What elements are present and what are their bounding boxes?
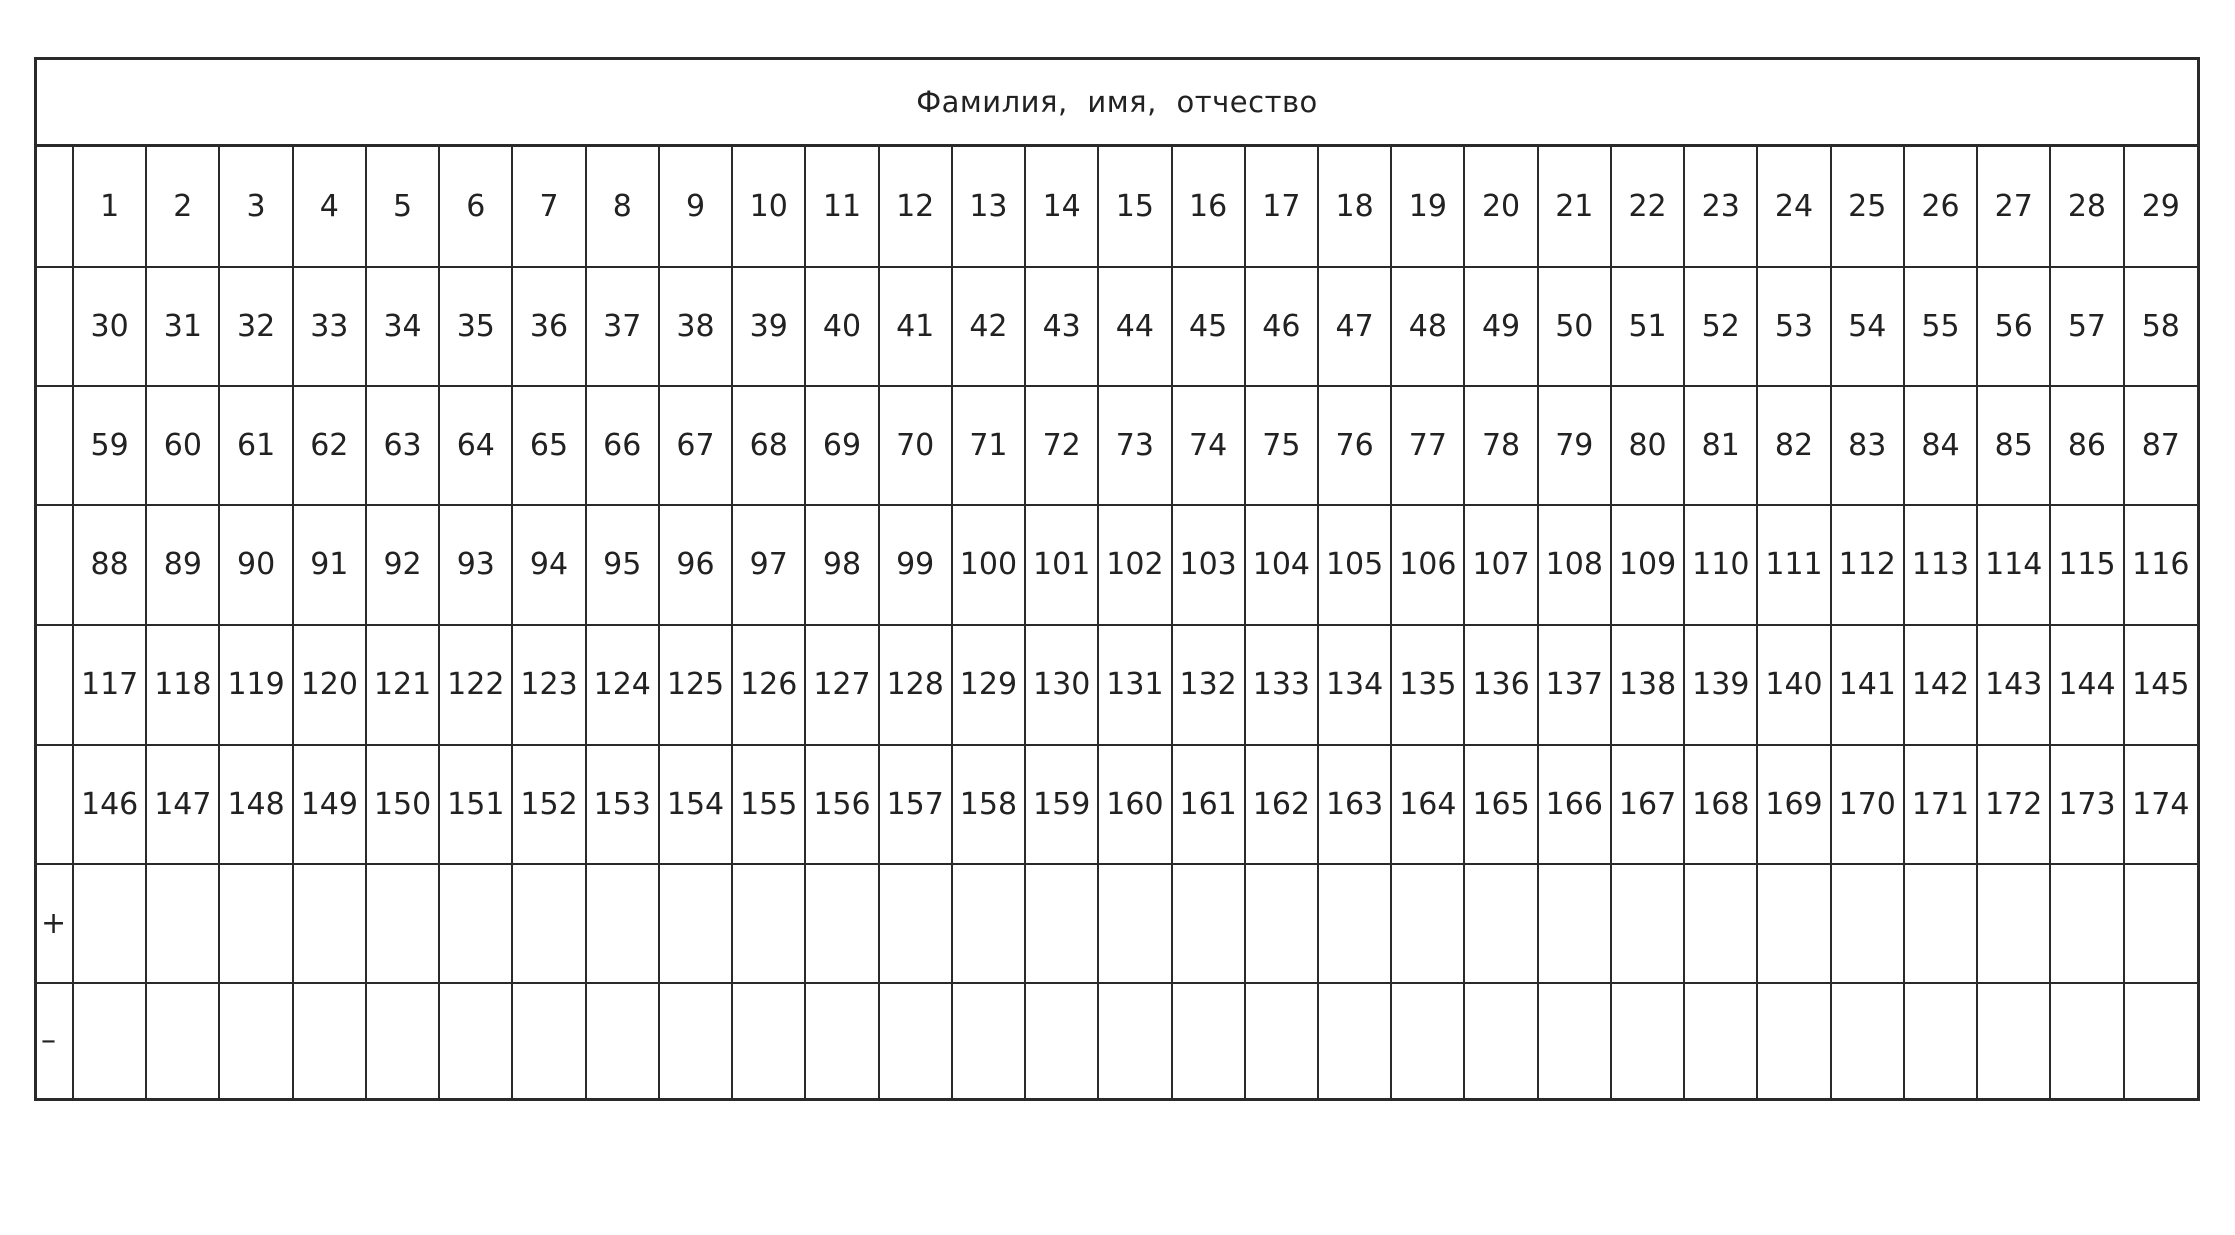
answer-cell[interactable] xyxy=(1831,983,1904,1098)
question-number-cell: 13 xyxy=(952,147,1025,267)
answer-cell[interactable] xyxy=(73,983,146,1098)
question-number-cell: 41 xyxy=(879,267,952,386)
answer-cell[interactable] xyxy=(2050,864,2123,983)
question-number-row xyxy=(37,625,2197,745)
answer-cell[interactable] xyxy=(1977,864,2050,983)
question-number-cell: 126 xyxy=(732,625,805,745)
question-number-cell: 160 xyxy=(1098,745,1171,864)
question-number-cell: 40 xyxy=(805,267,878,386)
question-number-cell: 25 xyxy=(1831,147,1904,267)
answer-cell[interactable] xyxy=(879,864,952,983)
question-number-cell: 154 xyxy=(659,745,732,864)
question-number-cell: 86 xyxy=(2050,386,2123,505)
answer-sheet-form xyxy=(34,57,2200,1101)
answer-cell[interactable] xyxy=(2124,983,2197,1098)
answer-cell[interactable] xyxy=(219,864,292,983)
question-number-cell: 163 xyxy=(1318,745,1391,864)
question-number-cell: 111 xyxy=(1757,505,1830,625)
question-number-cell: 61 xyxy=(219,386,292,505)
answer-cell[interactable] xyxy=(512,983,585,1098)
question-number-cell: 148 xyxy=(219,745,292,864)
question-number-cell: 5 xyxy=(366,147,439,267)
question-number-cell: 170 xyxy=(1831,745,1904,864)
question-number-cell: 8 xyxy=(586,147,659,267)
question-number-cell: 44 xyxy=(1098,267,1171,386)
question-number-cell: 127 xyxy=(805,625,878,745)
question-number-cell: 3 xyxy=(219,147,292,267)
question-number-cell: 47 xyxy=(1318,267,1391,386)
question-number-cell: 57 xyxy=(2050,267,2123,386)
question-number-cell: 51 xyxy=(1611,267,1684,386)
question-number-cell: 124 xyxy=(586,625,659,745)
question-number-cell: 15 xyxy=(1098,147,1171,267)
question-number-cell: 82 xyxy=(1757,386,1830,505)
question-number-cell: 133 xyxy=(1245,625,1318,745)
question-number-cell: 37 xyxy=(586,267,659,386)
question-number-cell: 153 xyxy=(586,745,659,864)
question-number-cell: 7 xyxy=(512,147,585,267)
question-number-cell: 24 xyxy=(1757,147,1830,267)
question-number-cell: 139 xyxy=(1684,625,1757,745)
answer-cell[interactable] xyxy=(1172,864,1245,983)
answer-cell[interactable] xyxy=(1391,864,1464,983)
question-number-cell: 129 xyxy=(952,625,1025,745)
question-number-cell: 17 xyxy=(1245,147,1318,267)
question-number-cell: 105 xyxy=(1318,505,1391,625)
question-number-cell: 66 xyxy=(586,386,659,505)
question-number-cell: 135 xyxy=(1391,625,1464,745)
question-number-row xyxy=(37,745,2197,864)
question-number-cell: 128 xyxy=(879,625,952,745)
question-number-cell: 83 xyxy=(1831,386,1904,505)
answer-cell[interactable] xyxy=(1904,864,1977,983)
question-number-cell: 130 xyxy=(1025,625,1098,745)
question-number-cell: 60 xyxy=(146,386,219,505)
question-number-cell: 12 xyxy=(879,147,952,267)
question-number-row xyxy=(37,147,2197,267)
question-number-cell: 88 xyxy=(73,505,146,625)
question-number-cell: 152 xyxy=(512,745,585,864)
question-number-cell: 89 xyxy=(146,505,219,625)
question-number-cell: 149 xyxy=(293,745,366,864)
question-number-cell: 92 xyxy=(366,505,439,625)
question-number-cell: 123 xyxy=(512,625,585,745)
answer-cell[interactable] xyxy=(1464,983,1537,1098)
question-number-cell: 78 xyxy=(1464,386,1537,505)
name-header-label: Фамилия, имя, отчество xyxy=(916,85,1318,119)
question-number-cell: 146 xyxy=(73,745,146,864)
question-number-cell: 4 xyxy=(293,147,366,267)
question-number-cell: 157 xyxy=(879,745,952,864)
answer-cell[interactable] xyxy=(805,864,878,983)
answer-cell[interactable] xyxy=(439,983,512,1098)
question-number-cell: 43 xyxy=(1025,267,1098,386)
answer-cell[interactable] xyxy=(293,983,366,1098)
question-number-cell: 84 xyxy=(1904,386,1977,505)
question-number-cell: 50 xyxy=(1538,267,1611,386)
answer-cell[interactable] xyxy=(732,864,805,983)
question-number-cell: 145 xyxy=(2124,625,2197,745)
question-number-cell: 76 xyxy=(1318,386,1391,505)
row-margin-cell xyxy=(37,147,73,267)
question-number-cell: 38 xyxy=(659,267,732,386)
answer-cell[interactable] xyxy=(952,864,1025,983)
question-number-cell: 6 xyxy=(439,147,512,267)
answer-cell[interactable] xyxy=(1025,864,1098,983)
answer-cell[interactable] xyxy=(586,864,659,983)
question-number-cell: 142 xyxy=(1904,625,1977,745)
answer-cell[interactable] xyxy=(512,864,585,983)
question-number-cell: 10 xyxy=(732,147,805,267)
question-number-cell: 166 xyxy=(1538,745,1611,864)
question-number-cell: 36 xyxy=(512,267,585,386)
question-number-cell: 143 xyxy=(1977,625,2050,745)
answer-cell[interactable] xyxy=(2050,983,2123,1098)
answer-cell[interactable] xyxy=(1538,864,1611,983)
name-header xyxy=(37,60,2197,147)
question-number-cell: 63 xyxy=(366,386,439,505)
question-number-cell: 94 xyxy=(512,505,585,625)
question-number-cell: 112 xyxy=(1831,505,1904,625)
question-number-cell: 141 xyxy=(1831,625,1904,745)
question-number-cell: 2 xyxy=(146,147,219,267)
question-number-cell: 108 xyxy=(1538,505,1611,625)
question-number-cell: 54 xyxy=(1831,267,1904,386)
question-number-cell: 113 xyxy=(1904,505,1977,625)
question-number-cell: 174 xyxy=(2124,745,2197,864)
question-number-cell: 120 xyxy=(293,625,366,745)
question-number-cell: 1 xyxy=(73,147,146,267)
question-number-cell: 122 xyxy=(439,625,512,745)
question-number-cell: 151 xyxy=(439,745,512,864)
question-number-cell: 134 xyxy=(1318,625,1391,745)
question-number-cell: 137 xyxy=(1538,625,1611,745)
question-number-row xyxy=(37,267,2197,386)
question-number-cell: 19 xyxy=(1391,147,1464,267)
question-number-cell: 158 xyxy=(952,745,1025,864)
question-number-cell: 56 xyxy=(1977,267,2050,386)
answer-cell[interactable] xyxy=(1684,864,1757,983)
question-number-cell: 46 xyxy=(1245,267,1318,386)
question-number-cell: 97 xyxy=(732,505,805,625)
question-number-cell: 96 xyxy=(659,505,732,625)
question-number-cell: 73 xyxy=(1098,386,1171,505)
answer-cell[interactable] xyxy=(219,983,292,1098)
question-number-cell: 164 xyxy=(1391,745,1464,864)
row-margin-cell xyxy=(37,505,73,625)
answer-cell[interactable] xyxy=(1904,983,1977,1098)
question-number-cell: 16 xyxy=(1172,147,1245,267)
question-number-cell: 90 xyxy=(219,505,292,625)
answer-cell[interactable] xyxy=(1538,983,1611,1098)
question-number-cell: 65 xyxy=(512,386,585,505)
answer-cell[interactable] xyxy=(659,983,732,1098)
answer-cell[interactable] xyxy=(1318,864,1391,983)
question-number-cell: 64 xyxy=(439,386,512,505)
question-number-cell: 114 xyxy=(1977,505,2050,625)
question-number-cell: 99 xyxy=(879,505,952,625)
question-number-cell: 138 xyxy=(1611,625,1684,745)
answer-cell[interactable] xyxy=(732,983,805,1098)
answer-cell[interactable] xyxy=(1025,983,1098,1098)
question-number-cell: 53 xyxy=(1757,267,1830,386)
question-number-cell: 85 xyxy=(1977,386,2050,505)
question-number-cell: 32 xyxy=(219,267,292,386)
question-number-cell: 81 xyxy=(1684,386,1757,505)
minus-answer-row xyxy=(37,983,2197,1098)
question-number-cell: 159 xyxy=(1025,745,1098,864)
question-number-cell: 52 xyxy=(1684,267,1757,386)
answer-cell[interactable] xyxy=(293,864,366,983)
answer-cell[interactable] xyxy=(1611,983,1684,1098)
question-number-cell: 30 xyxy=(73,267,146,386)
answer-cell[interactable] xyxy=(1172,983,1245,1098)
question-number-cell: 98 xyxy=(805,505,878,625)
question-number-cell: 75 xyxy=(1245,386,1318,505)
question-number-cell: 161 xyxy=(1172,745,1245,864)
question-number-cell: 20 xyxy=(1464,147,1537,267)
answer-cell[interactable] xyxy=(586,983,659,1098)
answer-cell[interactable] xyxy=(1757,864,1830,983)
question-number-cell: 26 xyxy=(1904,147,1977,267)
question-number-cell: 77 xyxy=(1391,386,1464,505)
question-number-cell: 110 xyxy=(1684,505,1757,625)
question-number-cell: 18 xyxy=(1318,147,1391,267)
question-number-row xyxy=(37,505,2197,625)
question-number-cell: 11 xyxy=(805,147,878,267)
question-number-cell: 87 xyxy=(2124,386,2197,505)
question-number-cell: 48 xyxy=(1391,267,1464,386)
answer-cell[interactable] xyxy=(366,864,439,983)
answer-cell[interactable] xyxy=(146,983,219,1098)
answer-cell[interactable] xyxy=(1318,983,1391,1098)
question-number-cell: 58 xyxy=(2124,267,2197,386)
question-number-cell: 168 xyxy=(1684,745,1757,864)
question-number-cell: 23 xyxy=(1684,147,1757,267)
question-number-cell: 27 xyxy=(1977,147,2050,267)
question-number-cell: 119 xyxy=(219,625,292,745)
question-number-cell: 155 xyxy=(732,745,805,864)
question-number-cell: 147 xyxy=(146,745,219,864)
question-number-cell: 95 xyxy=(586,505,659,625)
minus-mark-label: – xyxy=(37,983,73,1098)
question-number-cell: 22 xyxy=(1611,147,1684,267)
question-number-cell: 102 xyxy=(1098,505,1171,625)
answer-grid xyxy=(37,147,2197,1098)
question-number-cell: 55 xyxy=(1904,267,1977,386)
answer-cell[interactable] xyxy=(1245,983,1318,1098)
question-number-cell: 68 xyxy=(732,386,805,505)
answer-cell[interactable] xyxy=(1831,864,1904,983)
answer-cell[interactable] xyxy=(1098,864,1171,983)
answer-cell[interactable] xyxy=(1684,983,1757,1098)
question-number-cell: 80 xyxy=(1611,386,1684,505)
question-number-cell: 45 xyxy=(1172,267,1245,386)
question-number-cell: 79 xyxy=(1538,386,1611,505)
question-number-cell: 70 xyxy=(879,386,952,505)
answer-cell[interactable] xyxy=(1464,864,1537,983)
question-number-cell: 34 xyxy=(366,267,439,386)
question-number-cell: 118 xyxy=(146,625,219,745)
answer-cell[interactable] xyxy=(2124,864,2197,983)
question-number-cell: 116 xyxy=(2124,505,2197,625)
plus-answer-row xyxy=(37,864,2197,983)
question-number-cell: 173 xyxy=(2050,745,2123,864)
question-number-cell: 121 xyxy=(366,625,439,745)
question-number-cell: 29 xyxy=(2124,147,2197,267)
answer-cell[interactable] xyxy=(1757,983,1830,1098)
question-number-row xyxy=(37,386,2197,505)
question-number-cell: 167 xyxy=(1611,745,1684,864)
answer-cell[interactable] xyxy=(952,983,1025,1098)
question-number-cell: 117 xyxy=(73,625,146,745)
question-number-cell: 125 xyxy=(659,625,732,745)
question-number-cell: 39 xyxy=(732,267,805,386)
question-number-cell: 28 xyxy=(2050,147,2123,267)
answer-cell[interactable] xyxy=(805,983,878,1098)
question-number-cell: 115 xyxy=(2050,505,2123,625)
question-number-cell: 31 xyxy=(146,267,219,386)
question-number-cell: 169 xyxy=(1757,745,1830,864)
row-margin-cell xyxy=(37,386,73,505)
question-number-cell: 136 xyxy=(1464,625,1537,745)
question-number-cell: 62 xyxy=(293,386,366,505)
answer-cell[interactable] xyxy=(1098,983,1171,1098)
question-number-cell: 91 xyxy=(293,505,366,625)
answer-cell[interactable] xyxy=(1245,864,1318,983)
answer-cell[interactable] xyxy=(1977,983,2050,1098)
question-number-cell: 144 xyxy=(2050,625,2123,745)
question-number-cell: 140 xyxy=(1757,625,1830,745)
question-number-cell: 107 xyxy=(1464,505,1537,625)
question-number-cell: 131 xyxy=(1098,625,1171,745)
question-number-cell: 74 xyxy=(1172,386,1245,505)
question-number-cell: 172 xyxy=(1977,745,2050,864)
question-number-cell: 33 xyxy=(293,267,366,386)
row-margin-cell xyxy=(37,267,73,386)
question-number-cell: 162 xyxy=(1245,745,1318,864)
question-number-cell: 103 xyxy=(1172,505,1245,625)
question-number-cell: 104 xyxy=(1245,505,1318,625)
question-number-cell: 101 xyxy=(1025,505,1098,625)
row-margin-cell xyxy=(37,625,73,745)
question-number-cell: 71 xyxy=(952,386,1025,505)
answer-cell[interactable] xyxy=(366,983,439,1098)
answer-cell[interactable] xyxy=(146,864,219,983)
answer-cell[interactable] xyxy=(1391,983,1464,1098)
answer-cell[interactable] xyxy=(73,864,146,983)
question-number-cell: 49 xyxy=(1464,267,1537,386)
question-number-cell: 165 xyxy=(1464,745,1537,864)
answer-cell[interactable] xyxy=(439,864,512,983)
question-number-cell: 72 xyxy=(1025,386,1098,505)
question-number-cell: 100 xyxy=(952,505,1025,625)
question-number-cell: 42 xyxy=(952,267,1025,386)
question-number-cell: 35 xyxy=(439,267,512,386)
question-number-cell: 109 xyxy=(1611,505,1684,625)
row-margin-cell xyxy=(37,745,73,864)
question-number-cell: 67 xyxy=(659,386,732,505)
answer-cell[interactable] xyxy=(879,983,952,1098)
answer-cell[interactable] xyxy=(659,864,732,983)
question-number-cell: 93 xyxy=(439,505,512,625)
question-number-cell: 9 xyxy=(659,147,732,267)
question-number-cell: 156 xyxy=(805,745,878,864)
question-number-cell: 132 xyxy=(1172,625,1245,745)
question-number-cell: 171 xyxy=(1904,745,1977,864)
question-number-cell: 69 xyxy=(805,386,878,505)
question-number-cell: 59 xyxy=(73,386,146,505)
plus-mark-label: + xyxy=(37,864,73,983)
answer-cell[interactable] xyxy=(1611,864,1684,983)
question-number-cell: 150 xyxy=(366,745,439,864)
question-number-cell: 106 xyxy=(1391,505,1464,625)
question-number-cell: 21 xyxy=(1538,147,1611,267)
question-number-cell: 14 xyxy=(1025,147,1098,267)
